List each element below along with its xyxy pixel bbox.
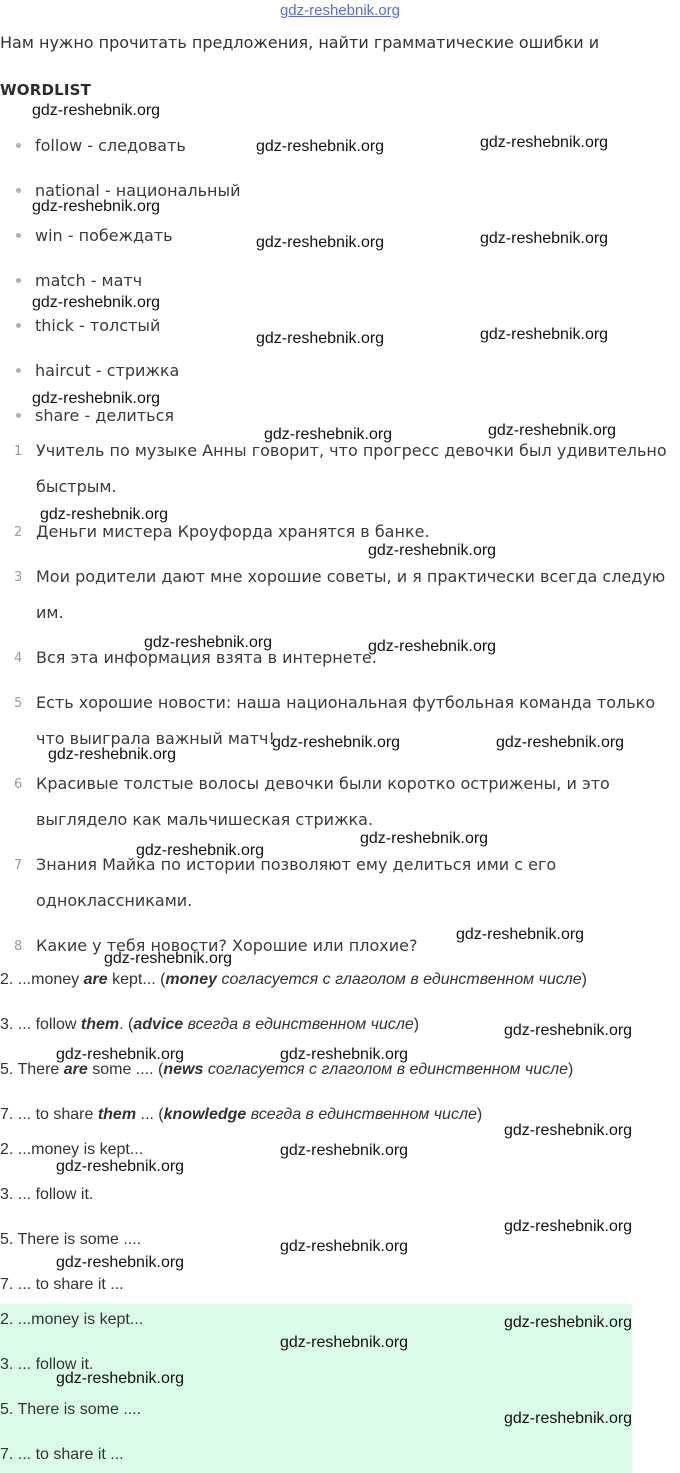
wordlist-item: [16, 136, 186, 155]
sentence-line: Мои родители дают мне хорошие советы, и я практически всегда следую: [36, 567, 666, 586]
emphasis-text: them: [97, 1106, 137, 1123]
watermark-text: gdz-reshebnik.org: [280, 1046, 409, 1063]
emphasis-text: всегда в единственном числе: [183, 1016, 414, 1033]
plain-text: 7. ... to share: [0, 1106, 98, 1123]
explanation-line: [0, 1106, 482, 1124]
explanation-line: [0, 971, 587, 989]
watermark-text: gdz-reshebnik.org: [480, 134, 609, 151]
watermark-text: gdz-reshebnik.org: [104, 950, 233, 967]
plain-text: . (: [119, 1016, 134, 1033]
emphasis-text: money: [165, 971, 217, 988]
sentence-number: 4: [14, 651, 23, 666]
plain-text: ): [476, 1106, 483, 1123]
watermark-text: gdz-reshebnik.org: [256, 138, 385, 155]
sentence-line: Какие у тебя новости? Хорошие или плохие?: [36, 936, 418, 955]
sentence-number: 2: [14, 525, 23, 540]
watermark-text: gdz-reshebnik.org: [480, 326, 609, 343]
watermark-text: gdz-reshebnik.org: [56, 1370, 185, 1387]
emphasis-text: are: [83, 971, 108, 988]
watermark-text: gdz-reshebnik.org: [272, 734, 401, 751]
wordlist-item-text: follow - следовать: [35, 136, 186, 155]
sentence-line: одноклассниками.: [36, 891, 193, 910]
wordlist-item-text: national - национальный: [35, 181, 241, 200]
bullet-icon: [16, 233, 21, 238]
wordlist-item: [16, 406, 174, 425]
wordlist-item: [16, 361, 179, 380]
watermark-text: gdz-reshebnik.org: [488, 422, 617, 439]
wordlist-heading: WORDLIST: [0, 81, 92, 99]
watermark-text: gdz-reshebnik.org: [32, 102, 161, 119]
emphasis-text: knowledge: [163, 1106, 247, 1123]
emphasis-text: are: [63, 1061, 88, 1078]
correction-line: 3. ... follow it.: [0, 1186, 94, 1203]
watermark-text: gdz-reshebnik.org: [280, 1142, 409, 1159]
sentence-line: выглядело как мальчишеская стрижка.: [36, 810, 374, 829]
emphasis-text: news: [163, 1061, 204, 1078]
intro-text: Нам нужно прочитать предложения, найти грамматические ошибки и: [0, 33, 600, 52]
watermark-text: gdz-reshebnik.org: [56, 1046, 185, 1063]
watermark-text: gdz-reshebnik.org: [40, 506, 169, 523]
plain-text: ): [568, 1061, 574, 1078]
highlighted-correction-line: 7. ... to share it ...: [0, 1446, 124, 1463]
watermark-text: gdz-reshebnik.org: [48, 746, 177, 763]
sentence-number: 5: [14, 696, 23, 711]
sentence-number: 7: [14, 858, 23, 873]
explanation-line: [0, 1016, 419, 1034]
emphasis-text: всегда в единственном числе: [246, 1106, 477, 1123]
wordlist-item-text: haircut - стрижка: [35, 361, 180, 380]
watermark-text: gdz-reshebnik.org: [264, 426, 393, 443]
watermark-text: gdz-reshebnik.org: [456, 926, 585, 943]
watermark-text: gdz-reshebnik.org: [56, 1254, 185, 1271]
correction-line: 5. There is some ....: [0, 1231, 142, 1248]
wordlist-item-text: share - делиться: [35, 406, 174, 425]
correction-line: 7. ... to share it ...: [0, 1276, 124, 1293]
watermark-text: gdz-reshebnik.org: [504, 1218, 633, 1235]
watermark-text: gdz-reshebnik.org: [32, 390, 161, 407]
plain-text: kept... (: [107, 971, 166, 988]
wordlist-item: [16, 316, 160, 335]
plain-text: 3. ... follow: [0, 1016, 81, 1033]
correction-line: 2. ...money is kept...: [0, 1141, 144, 1158]
watermark-text: gdz-reshebnik.org: [360, 830, 489, 847]
bullet-icon: [16, 368, 21, 373]
sentence-line: им.: [36, 603, 64, 622]
emphasis-text: согласуется с глаголом в единственном числе: [217, 971, 582, 988]
plain-text: ): [413, 1016, 420, 1033]
site-link[interactable]: gdz-reshebnik.org: [279, 2, 401, 19]
watermark-text: gdz-reshebnik.org: [496, 734, 625, 751]
sentence-number: 3: [14, 570, 23, 585]
watermark-text: gdz-reshebnik.org: [256, 330, 385, 347]
sentence-number: 6: [14, 777, 23, 792]
plain-text: some .... (: [87, 1061, 164, 1078]
bullet-icon: [16, 323, 21, 328]
sentence-number: 1: [14, 444, 23, 459]
watermark-text: gdz-reshebnik.org: [504, 1314, 633, 1331]
highlighted-correction-line: 5. There is some ....: [0, 1401, 142, 1418]
highlighted-correction-line: 3. ... follow it.: [0, 1356, 94, 1373]
watermark-text: gdz-reshebnik.org: [480, 230, 609, 247]
watermark-text: gdz-reshebnik.org: [32, 198, 161, 215]
plain-text: 2. ...money: [0, 971, 84, 988]
sentence-line: Деньги мистера Кроуфорда хранятся в банке.: [36, 522, 430, 541]
sentence-line: Учитель по музыке Анны говорит, что прогресс девочки был удивительно: [36, 441, 667, 460]
watermark-text: gdz-reshebnik.org: [280, 1238, 409, 1255]
sentence-line: быстрым.: [36, 477, 117, 496]
watermark-text: gdz-reshebnik.org: [504, 1122, 633, 1139]
sentence-line: Вся эта информация взята в интернете.: [36, 648, 377, 667]
plain-text: 5. There: [0, 1061, 64, 1078]
bullet-icon: [16, 278, 21, 283]
plain-text: ... (: [136, 1106, 164, 1123]
bullet-icon: [16, 188, 21, 193]
watermark-text: gdz-reshebnik.org: [136, 842, 265, 859]
emphasis-text: согласуется с глаголом в единственном числе: [203, 1061, 569, 1078]
wordlist-item-text: win - побеждать: [35, 226, 173, 245]
watermark-text: gdz-reshebnik.org: [56, 1158, 185, 1175]
emphasis-text: advice: [133, 1016, 184, 1033]
watermark-text: gdz-reshebnik.org: [256, 234, 385, 251]
sentence-line: Красивые толстые волосы девочки были коротко острижены, и это: [36, 774, 610, 793]
bullet-icon: [16, 143, 21, 148]
wordlist-item: [16, 226, 173, 245]
watermark-text: gdz-reshebnik.org: [504, 1022, 633, 1039]
watermark-text: gdz-reshebnik.org: [504, 1410, 633, 1427]
wordlist-item: [16, 271, 142, 290]
wordlist-item-text: thick - толстый: [35, 316, 161, 335]
sentence-number: 8: [14, 939, 23, 954]
plain-text: ): [581, 971, 587, 988]
emphasis-text: them: [80, 1016, 120, 1033]
watermark-text: gdz-reshebnik.org: [368, 638, 497, 655]
sentence-line: Знания Майка по истории позволяют ему делиться ими с его: [36, 855, 557, 874]
watermark-text: gdz-reshebnik.org: [280, 1334, 409, 1351]
watermark-text: gdz-reshebnik.org: [144, 634, 273, 651]
highlighted-correction-line: 2. ...money is kept...: [0, 1311, 144, 1328]
sentence-line: Есть хорошие новости: наша национальная футбольная команда только: [36, 693, 656, 712]
wordlist-item-text: match - матч: [35, 271, 143, 290]
sentence-line: что выиграла важный матч!: [36, 729, 275, 748]
bullet-icon: [16, 413, 21, 418]
watermark-text: gdz-reshebnik.org: [368, 542, 497, 559]
watermark-text: gdz-reshebnik.org: [32, 294, 161, 311]
